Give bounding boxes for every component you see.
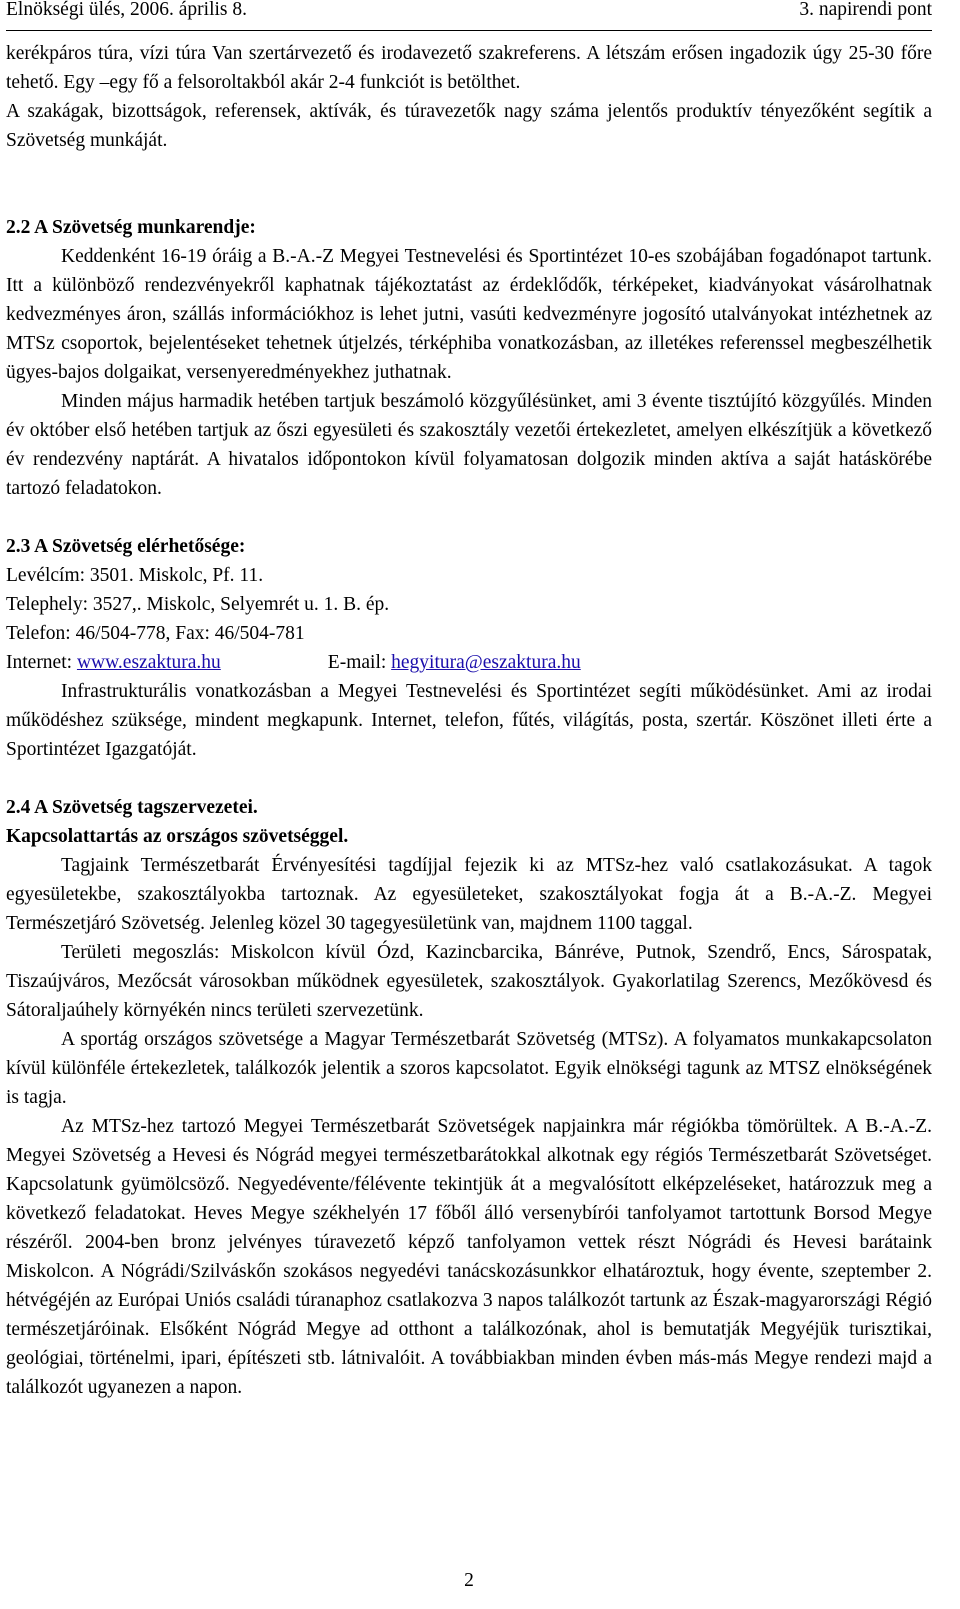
intro-paragraph-1: kerékpáros túra, vízi túra Van szertárvezető és irodavezető szakreferens. A létszám erősen ingadozik úgy 25-30 főre tehető. Egy –egy fő a felsoroltakból akár 2-4 funkciót is betölthet. <box>6 43 932 93</box>
intro-paragraph-2: A szakágak, bizottságok, referensek, aktívák, és túravezetők nagy száma jelentős produktív tényezőként segítik a Szövetség munkáját. <box>6 101 932 151</box>
section-2-3-heading: 2.3 A Szövetség elérhetősége: <box>6 536 246 557</box>
website-link[interactable]: www.eszaktura.hu <box>76 652 221 673</box>
section-2-3-paragraph-1: Infrastrukturális vonatkozásban a Megyei Testnevelési és Sportintézet segíti működésünket. Ami az irodai működéshez szüksége, mindent megkapunk. Internet, telefon, fűtés, világítás, posta, szertár. Köszönet illeti érte a Sportintézet Igazgatóját. <box>6 681 932 760</box>
header-right: 3. napirendi pont <box>799 0 932 20</box>
section-2-4-paragraph-1: Tagjaink Természetbarát Érvényesítési tagdíjjal fejezik ki az MTSz-hez való csatlakozásukat. A tagok egyesületekbe, szakosztályokba tartoznak. Az egyesületeket, szakosztályokat fogja át a B.-A.-Z. Megyei Természetjáró Szövetség. Jelenleg közel 30 tagegyesületünk van, majdnem 1100 taggal. <box>6 855 932 934</box>
internet-email-line <box>6 648 932 677</box>
section-2-4-paragraph-4: Az MTSz-hez tartozó Megyei Természetbarát Szövetségek napjainkra már régiókba tömörültek. A B.-A.-Z. Megyei Szövetség a Hevesi és Nógrád megyei természetbarátokkal alkotnak egy régiós Természetbarát Szövetséget. Kapcsolatunk gyümölcsöző. Negyedévente/félévente tekintjük át a megvalósított elképzeléseket, határozzuk meg a következő feladatokat. Heves Megye székhelyén 17 főből álló versenybírói tanfolyamot tartottunk Borsod Megye részéről. 2004-ben bronz jelvényes túravezető képző tanfolyamon vettek részt Nógrádi és Hevesi barátaink Miskolcon. A Nógrádi/Szilváskőn szokásos negyedévi tanácskozásunkkor elhatároztuk, hogy évente, szeptember 2. hétvégéjén az Európai Uniós családi túranaphoz csatlakozva 3 napos találkozót tartunk az Észak-magyarországi Régió természetjáróinak. Elsőként Nógrád Megye ad otthont a találkozónak, ahol is bemutatják Megyéjük turisztikai, geológiai, történelmi, ipari, építészeti stb. látnivalóit. A továbbiakban minden évben más-más Megye rendezi majd a találkozót ugyanezen a napon. <box>6 1116 932 1398</box>
mailing-address: Levélcím: 3501. Miskolc, Pf. 11. <box>6 565 264 586</box>
header-left: Elnökségi ülés, 2006. április 8. <box>6 0 248 20</box>
site-address: Telephely: 3527,. Miskolc, Selyemrét u. 1. B. ép. <box>6 594 390 615</box>
section-2-4-paragraph-2: Területi megoszlás: Miskolcon kívül Ózd, Kazincbarcika, Bánréve, Putnok, Szendrő, Encs, Sárospatak, Tiszaújváros, Mezőcsát városokban működnek egyesületek, szakosztályok. Gyakorlatilag Szerencs, Mezőkövesd és Sátoraljaúhely környékén nincs területi szervezetünk. <box>6 942 932 1021</box>
page-number: 2 <box>464 1570 474 1591</box>
section-2-2-heading: 2.2 A Szövetség munkarendje: <box>6 217 256 238</box>
email-label: E-mail: <box>327 652 392 673</box>
section-2-4-heading: 2.4 A Szövetség tagszervezetei. <box>6 797 258 818</box>
section-2-4-paragraph-3: A sportág országos szövetsége a Magyar Természetbarát Szövetség (MTSz). A folyamatos munkakapcsolaton kívül különféle értekezletek, találkozók jelentik a szoros kapcsolatot. Egyik elnökségi tagunk az MTSZ elnökségének is tagja. <box>6 1029 932 1108</box>
section-2-2-paragraph-2: Minden május harmadik hetében tartjuk beszámoló közgyűlésünket, ami 3 évente tisztújító közgyűlés. Minden év október első hetében tartjuk az őszi egyesületi és szakosztály vezetői értekezletet, amelyen elkészítjük a következő év rendezvény naptárát. A hivatalos időpontokon kívül folyamatosan dolgozik minden aktíva a saját hatáskörébe tartozó feladatokon. <box>6 391 932 499</box>
section-2-4-subheading: Kapcsolattartás az országos szövetséggel. <box>6 826 349 847</box>
internet-label: Internet: <box>6 652 77 673</box>
document-body <box>6 39 932 1402</box>
section-2-2-paragraph-1: Keddenként 16-19 óráig a B.-A.-Z Megyei Testnevelési és Sportintézet 10-es szobájában fogadónapot tartunk. Itt a különböző rendezvényekről kaphatnak tájékoztatást az érdeklődők, térképeket, kiadványokat vásárolhatnak kedvezményes áron, szállás információkhoz is lehet jutni, vasúti kedvezményre jogosító utalványokat intézhetnek az MTSz csoportok, bejelentéseket tehetnek útjelzés, térképhiba vonatkozásban, az illetékes referenssel megbeszélhetik ügyes-bajos dolgaikat, versenyeredményekhez juthatnak. <box>6 246 932 383</box>
phone-fax: Telefon: 46/504-778, Fax: 46/504-781 <box>6 623 305 644</box>
email-link[interactable]: hegyitura@eszaktura.hu <box>391 652 581 673</box>
document-page <box>6 0 932 1609</box>
page-header <box>6 0 932 31</box>
